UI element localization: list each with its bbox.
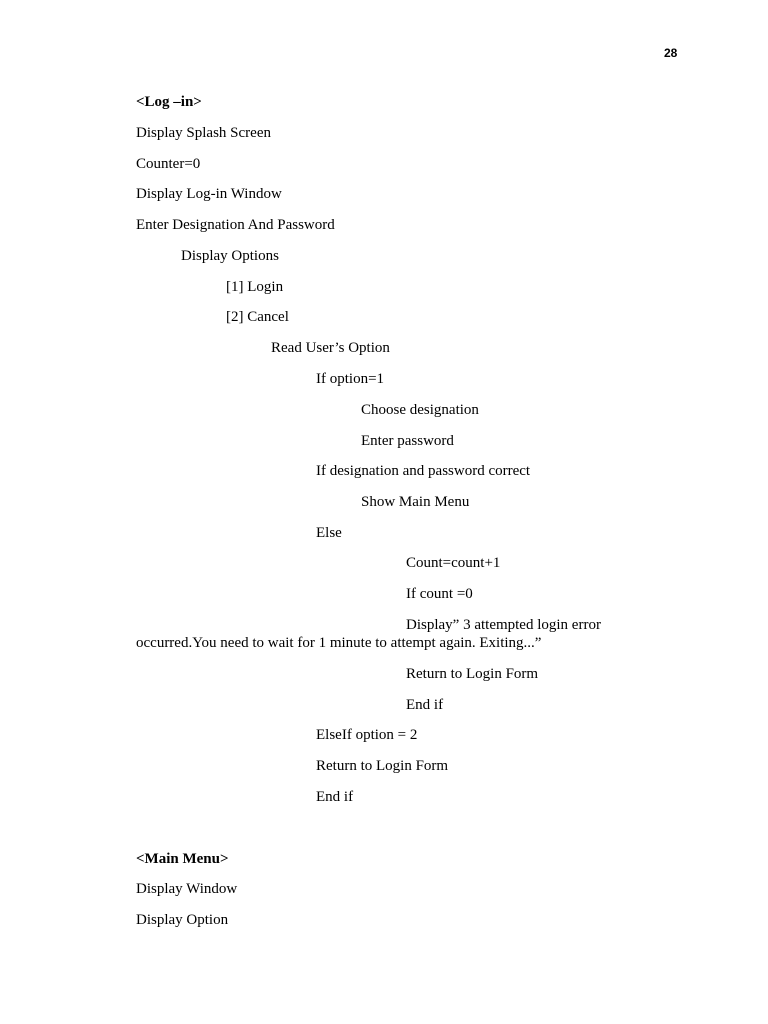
pseudocode-line: Enter password xyxy=(361,433,454,449)
pseudocode-line: End if xyxy=(406,697,444,713)
pseudocode-line: Display Window xyxy=(136,881,238,897)
pseudocode-line: End if xyxy=(316,789,354,805)
pseudocode-line: Count=count+1 xyxy=(406,555,501,571)
pseudocode-line: Enter Designation And Password xyxy=(136,217,335,233)
pseudocode-line: [1] Login xyxy=(226,279,284,295)
pseudocode-line: Choose designation xyxy=(361,402,479,418)
pseudocode-line: occurred.You need to wait for 1 minute to attempt again. Exiting...” xyxy=(136,635,542,651)
pseudocode-line: Return to Login Form xyxy=(406,666,539,682)
pseudocode-line: [2] Cancel xyxy=(226,309,289,325)
pseudocode-line: Read User’s Option xyxy=(271,340,390,356)
page-number: 28 xyxy=(664,46,678,60)
section-heading-main-menu: <Main Menu> xyxy=(136,851,229,867)
pseudocode-line: Show Main Menu xyxy=(361,494,470,510)
pseudocode-line: Display Log-in Window xyxy=(136,186,282,202)
pseudocode-line: If count =0 xyxy=(406,586,473,602)
pseudocode-line: Counter=0 xyxy=(136,156,201,172)
pseudocode-line: Display Option xyxy=(136,912,229,928)
pseudocode-line: If designation and password correct xyxy=(316,463,531,479)
pseudocode-line: Display Splash Screen xyxy=(136,125,271,141)
pseudocode-line: Return to Login Form xyxy=(316,758,449,774)
section-heading-login: <Log –in> xyxy=(136,94,202,110)
pseudocode-line: Display Options xyxy=(181,248,279,264)
pseudocode-line: Else xyxy=(316,525,342,541)
pseudocode-line: Display” 3 attempted login error xyxy=(406,617,601,633)
pseudocode-line: ElseIf option = 2 xyxy=(316,727,418,743)
pseudocode-line: If option=1 xyxy=(316,371,385,387)
